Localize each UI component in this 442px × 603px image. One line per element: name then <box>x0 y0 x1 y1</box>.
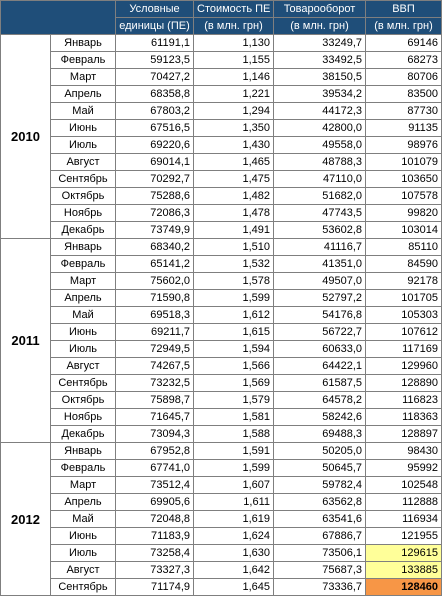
cost-cell: 1,510 <box>194 239 274 256</box>
header-cost: Стоимость ПЕ <box>194 1 274 18</box>
header-gdp: ВВП <box>366 1 442 18</box>
table-row <box>1 205 442 222</box>
month-cell: Январь <box>51 35 116 52</box>
pe-cell: 70292,7 <box>116 171 194 188</box>
month-cell: Сентябрь <box>51 579 116 596</box>
month-cell: Февраль <box>51 256 116 273</box>
turnover-cell: 33249,7 <box>274 35 366 52</box>
month-cell: Октябрь <box>51 392 116 409</box>
cost-cell: 1,624 <box>194 528 274 545</box>
cost-cell: 1,612 <box>194 307 274 324</box>
gdp-cell: 91135 <box>366 120 442 137</box>
table-row <box>1 120 442 137</box>
gdp-cell: 129615 <box>366 545 442 562</box>
turnover-cell: 73506,1 <box>274 545 366 562</box>
pe-cell: 73749,9 <box>116 222 194 239</box>
gdp-cell: 116823 <box>366 392 442 409</box>
turnover-cell: 38150,5 <box>274 69 366 86</box>
turnover-cell: 60633,0 <box>274 341 366 358</box>
month-cell: Март <box>51 477 116 494</box>
cost-cell: 1,569 <box>194 375 274 392</box>
cost-cell: 1,581 <box>194 409 274 426</box>
header-cost-unit: (в млн. грн) <box>194 18 274 35</box>
month-cell: Сентябрь <box>51 171 116 188</box>
table-row <box>1 545 442 562</box>
pe-cell: 73258,4 <box>116 545 194 562</box>
month-cell: Июль <box>51 137 116 154</box>
pe-cell: 70427,2 <box>116 69 194 86</box>
header-row-1 <box>1 1 442 18</box>
month-cell: Апрель <box>51 494 116 511</box>
cost-cell: 1,619 <box>194 511 274 528</box>
turnover-cell: 51682,0 <box>274 188 366 205</box>
table-row <box>1 392 442 409</box>
turnover-cell: 49558,0 <box>274 137 366 154</box>
pe-cell: 71645,7 <box>116 409 194 426</box>
gdp-cell: 95992 <box>366 460 442 477</box>
table-row <box>1 137 442 154</box>
turnover-cell: 69488,3 <box>274 426 366 443</box>
month-cell: Март <box>51 69 116 86</box>
cost-cell: 1,611 <box>194 494 274 511</box>
gdp-cell: 84590 <box>366 256 442 273</box>
pe-cell: 61191,1 <box>116 35 194 52</box>
pe-cell: 74267,5 <box>116 358 194 375</box>
pe-cell: 73232,5 <box>116 375 194 392</box>
month-cell: Май <box>51 307 116 324</box>
year-cell: 2012 <box>1 443 51 596</box>
table-row <box>1 222 442 239</box>
cost-cell: 1,221 <box>194 86 274 103</box>
cost-cell: 1,532 <box>194 256 274 273</box>
table-row <box>1 256 442 273</box>
gdp-cell: 83500 <box>366 86 442 103</box>
table-row <box>1 239 442 256</box>
turnover-cell: 58242,6 <box>274 409 366 426</box>
turnover-cell: 49507,0 <box>274 273 366 290</box>
pe-cell: 73094,3 <box>116 426 194 443</box>
pe-cell: 67803,2 <box>116 103 194 120</box>
cost-cell: 1,645 <box>194 579 274 596</box>
gdp-cell: 101705 <box>366 290 442 307</box>
gdp-cell: 103014 <box>366 222 442 239</box>
header-pe: Условные <box>116 1 194 18</box>
pe-cell: 73327,3 <box>116 562 194 579</box>
cost-cell: 1,599 <box>194 460 274 477</box>
pe-cell: 59123,5 <box>116 52 194 69</box>
cost-cell: 1,594 <box>194 341 274 358</box>
month-cell: Сентябрь <box>51 375 116 392</box>
month-cell: Декабрь <box>51 426 116 443</box>
table-row <box>1 69 442 86</box>
month-cell: Ноябрь <box>51 205 116 222</box>
month-cell: Январь <box>51 443 116 460</box>
pe-cell: 68340,2 <box>116 239 194 256</box>
month-cell: Июль <box>51 545 116 562</box>
month-cell: Декабрь <box>51 222 116 239</box>
month-cell: Июль <box>51 341 116 358</box>
table-row <box>1 443 442 460</box>
year-cell: 2011 <box>1 239 51 443</box>
cost-cell: 1,475 <box>194 171 274 188</box>
gdp-cell: 133885 <box>366 562 442 579</box>
pe-cell: 73512,4 <box>116 477 194 494</box>
header-blank <box>1 1 116 35</box>
table-row <box>1 579 442 596</box>
cost-cell: 1,599 <box>194 290 274 307</box>
turnover-cell: 47743,5 <box>274 205 366 222</box>
month-cell: Март <box>51 273 116 290</box>
gdp-cell: 105303 <box>366 307 442 324</box>
month-cell: Апрель <box>51 290 116 307</box>
month-cell: Май <box>51 511 116 528</box>
cost-cell: 1,491 <box>194 222 274 239</box>
table-row <box>1 460 442 477</box>
turnover-cell: 47110,0 <box>274 171 366 188</box>
month-cell: Август <box>51 562 116 579</box>
cost-cell: 1,578 <box>194 273 274 290</box>
cost-cell: 1,130 <box>194 35 274 52</box>
month-cell: Август <box>51 358 116 375</box>
cost-cell: 1,146 <box>194 69 274 86</box>
turnover-cell: 42800,0 <box>274 120 366 137</box>
month-cell: Февраль <box>51 460 116 477</box>
gdp-cell: 98976 <box>366 137 442 154</box>
turnover-cell: 44172,3 <box>274 103 366 120</box>
cost-cell: 1,579 <box>194 392 274 409</box>
turnover-cell: 41116,7 <box>274 239 366 256</box>
gdp-cell: 68273 <box>366 52 442 69</box>
turnover-cell: 61587,5 <box>274 375 366 392</box>
gdp-cell: 102548 <box>366 477 442 494</box>
pe-cell: 68358,8 <box>116 86 194 103</box>
table-row <box>1 409 442 426</box>
header-pe-unit: единицы (ПЕ) <box>116 18 194 35</box>
month-cell: Январь <box>51 239 116 256</box>
pe-cell: 71174,9 <box>116 579 194 596</box>
gdp-cell: 103650 <box>366 171 442 188</box>
pe-cell: 71590,8 <box>116 290 194 307</box>
table-row <box>1 477 442 494</box>
table-row <box>1 375 442 392</box>
month-cell: Июнь <box>51 324 116 341</box>
month-cell: Ноябрь <box>51 409 116 426</box>
turnover-cell: 56722,7 <box>274 324 366 341</box>
gdp-cell: 117169 <box>366 341 442 358</box>
pe-cell: 72086,3 <box>116 205 194 222</box>
turnover-cell: 63541,6 <box>274 511 366 528</box>
turnover-cell: 53602,8 <box>274 222 366 239</box>
gdp-cell: 118363 <box>366 409 442 426</box>
turnover-cell: 64422,1 <box>274 358 366 375</box>
table-row <box>1 103 442 120</box>
turnover-cell: 41351,0 <box>274 256 366 273</box>
turnover-cell: 39534,2 <box>274 86 366 103</box>
gdp-cell: 107578 <box>366 188 442 205</box>
pe-cell: 67516,5 <box>116 120 194 137</box>
pe-cell: 69518,3 <box>116 307 194 324</box>
turnover-cell: 52797,2 <box>274 290 366 307</box>
cost-cell: 1,155 <box>194 52 274 69</box>
month-cell: Февраль <box>51 52 116 69</box>
gdp-cell: 128890 <box>366 375 442 392</box>
month-cell: Июнь <box>51 120 116 137</box>
pe-cell: 69220,6 <box>116 137 194 154</box>
gdp-cell: 85110 <box>366 239 442 256</box>
turnover-cell: 67886,7 <box>274 528 366 545</box>
header-gdp-unit: (в млн. грн) <box>366 18 442 35</box>
cost-cell: 1,630 <box>194 545 274 562</box>
cost-cell: 1,430 <box>194 137 274 154</box>
cost-cell: 1,482 <box>194 188 274 205</box>
gdp-cell: 87730 <box>366 103 442 120</box>
gdp-cell: 116934 <box>366 511 442 528</box>
pe-cell: 71183,9 <box>116 528 194 545</box>
gdp-cell: 128897 <box>366 426 442 443</box>
table-row <box>1 426 442 443</box>
cost-cell: 1,350 <box>194 120 274 137</box>
gdp-cell: 98430 <box>366 443 442 460</box>
turnover-cell: 63562,8 <box>274 494 366 511</box>
table-row <box>1 290 442 307</box>
table-row <box>1 273 442 290</box>
header-turnover-unit: (в млн. грн) <box>274 18 366 35</box>
pe-cell: 67952,8 <box>116 443 194 460</box>
gdp-cell: 69146 <box>366 35 442 52</box>
cost-cell: 1,478 <box>194 205 274 222</box>
cost-cell: 1,294 <box>194 103 274 120</box>
cost-cell: 1,465 <box>194 154 274 171</box>
gdp-cell: 112888 <box>366 494 442 511</box>
table-row <box>1 494 442 511</box>
cost-cell: 1,591 <box>194 443 274 460</box>
pe-cell: 69014,1 <box>116 154 194 171</box>
turnover-cell: 50645,7 <box>274 460 366 477</box>
table-row <box>1 511 442 528</box>
pe-cell: 75898,7 <box>116 392 194 409</box>
header-turnover: Товарооборот <box>274 1 366 18</box>
turnover-cell: 50205,0 <box>274 443 366 460</box>
table-row <box>1 562 442 579</box>
table-body <box>1 35 442 596</box>
gdp-cell: 92178 <box>366 273 442 290</box>
cost-cell: 1,615 <box>194 324 274 341</box>
table-row <box>1 86 442 103</box>
turnover-cell: 48788,3 <box>274 154 366 171</box>
gdp-cell: 129960 <box>366 358 442 375</box>
pe-cell: 69211,7 <box>116 324 194 341</box>
turnover-cell: 73336,7 <box>274 579 366 596</box>
turnover-cell: 33492,5 <box>274 52 366 69</box>
month-cell: Апрель <box>51 86 116 103</box>
table-row <box>1 35 442 52</box>
turnover-cell: 54176,8 <box>274 307 366 324</box>
pe-cell: 65141,2 <box>116 256 194 273</box>
table-row <box>1 358 442 375</box>
table-row <box>1 154 442 171</box>
cost-cell: 1,607 <box>194 477 274 494</box>
turnover-cell: 64578,2 <box>274 392 366 409</box>
table-row <box>1 341 442 358</box>
gdp-cell: 121955 <box>366 528 442 545</box>
gdp-cell: 99820 <box>366 205 442 222</box>
table-row <box>1 307 442 324</box>
cost-cell: 1,642 <box>194 562 274 579</box>
pe-cell: 67741,0 <box>116 460 194 477</box>
month-cell: Июнь <box>51 528 116 545</box>
month-cell: Октябрь <box>51 188 116 205</box>
pe-cell: 72048,8 <box>116 511 194 528</box>
month-cell: Май <box>51 103 116 120</box>
table-row <box>1 171 442 188</box>
table-row <box>1 528 442 545</box>
year-cell: 2010 <box>1 35 51 239</box>
cost-cell: 1,588 <box>194 426 274 443</box>
cost-cell: 1,566 <box>194 358 274 375</box>
gdp-cell: 107612 <box>366 324 442 341</box>
month-cell: Август <box>51 154 116 171</box>
pe-cell: 75602,0 <box>116 273 194 290</box>
turnover-cell: 75687,3 <box>274 562 366 579</box>
table-row <box>1 324 442 341</box>
table-row <box>1 188 442 205</box>
pe-cell: 69905,6 <box>116 494 194 511</box>
gdp-cell: 128460 <box>366 579 442 596</box>
gdp-cell: 101079 <box>366 154 442 171</box>
pe-cell: 75288,6 <box>116 188 194 205</box>
table-row <box>1 52 442 69</box>
turnover-cell: 59782,4 <box>274 477 366 494</box>
pe-cell: 72949,5 <box>116 341 194 358</box>
gdp-cell: 80706 <box>366 69 442 86</box>
